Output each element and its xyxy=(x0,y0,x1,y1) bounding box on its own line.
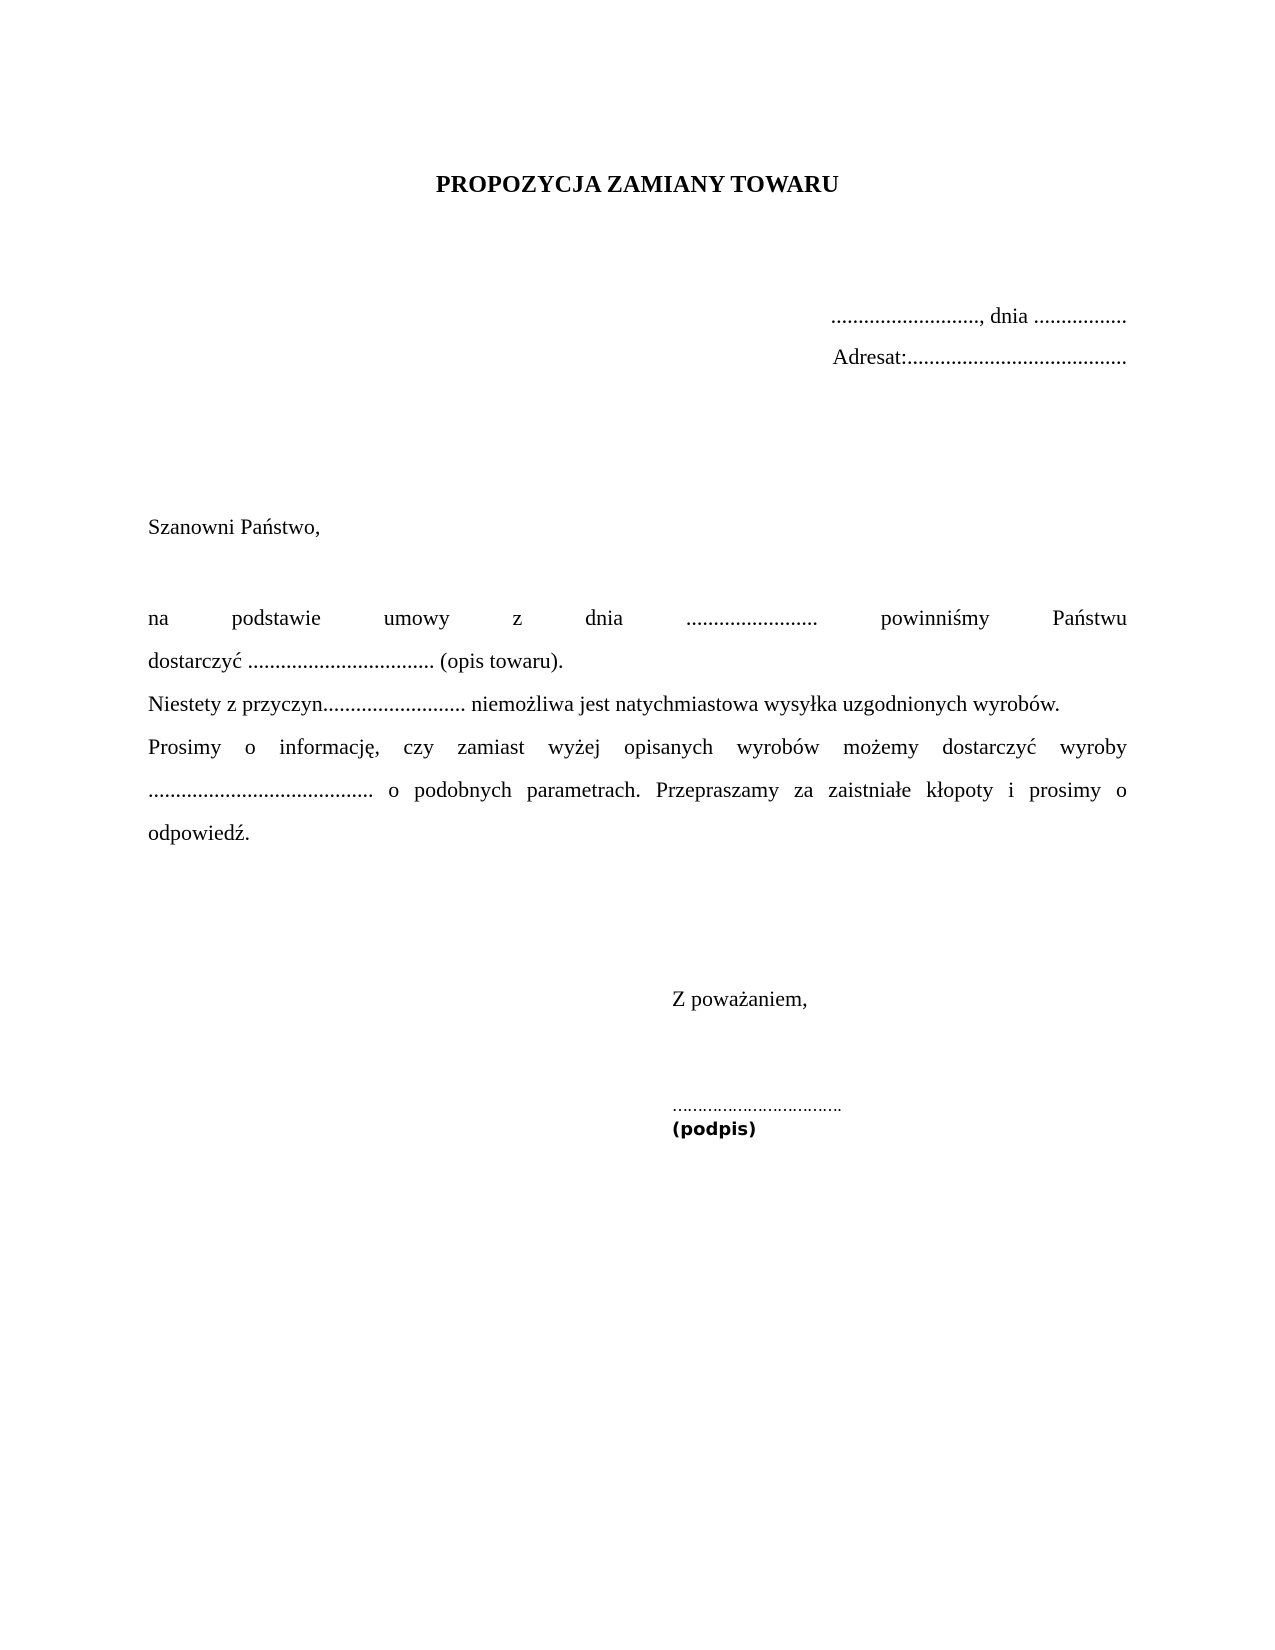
paragraph-1-line-2: dostarczyć .................................. (opis towaru). xyxy=(148,648,564,673)
paragraph-3: Prosimy o informację, czy zamiast wyżej opisanych wyrobów możemy dostarczyć wyroby ......................................... o podobnych parametrach. Przepraszamy za zaistniałe kłopoty i prosimy o odpowiedź. xyxy=(148,734,1127,845)
addressee-line: Adresat:........................................ xyxy=(832,344,1127,369)
closing-salutation: Z poważaniem, xyxy=(672,986,808,1011)
paragraph-1-line-1: na podstawie umowy z dnia ........................ powinniśmy Państwu xyxy=(148,605,1127,630)
paragraph-2: Niestety z przyczyn.......................... niemożliwa jest natychmiastowa wysyłka uzgodnionych wyrobów. xyxy=(148,691,1060,716)
signature-label: (podpis) xyxy=(672,1119,757,1140)
document-title: PROPOZYCJA ZAMIANY TOWARU xyxy=(435,172,840,198)
greeting: Szanowni Państwo, xyxy=(148,514,321,539)
place-date-line: ..........................., dnia ................. xyxy=(830,303,1127,328)
signature-line: ……………………………. xyxy=(672,1096,842,1115)
letter-body xyxy=(148,596,1127,854)
